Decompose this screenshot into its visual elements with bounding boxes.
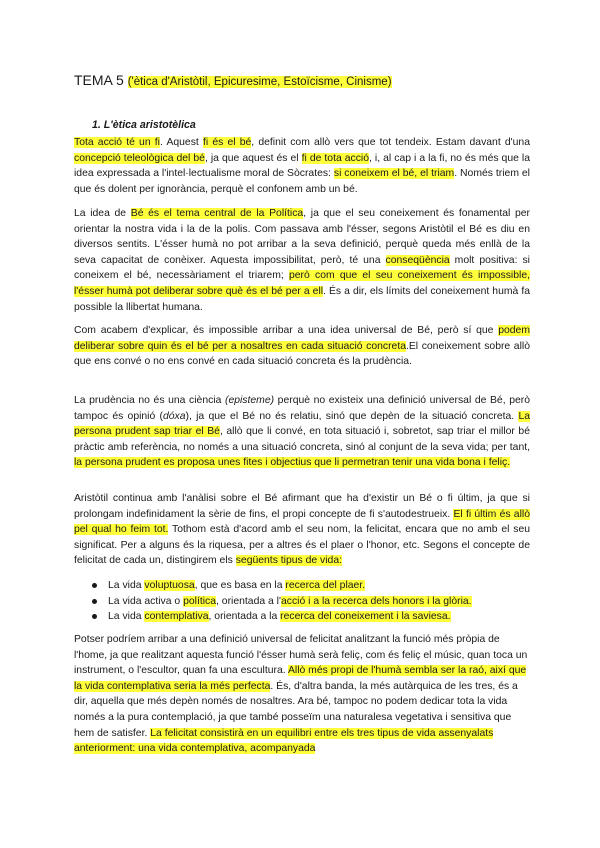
paragraph-2: [74, 206, 530, 315]
highlighted-text: si coneixem el bé, el triam: [333, 168, 455, 180]
highlighted-text: la persona prudent es proposa unes fites i objectius que li permetran tenir una vida bona i feliç.: [74, 457, 511, 469]
body-text: perquè no existeix una definició universal de Bé, però tampoc és opinió (: [74, 395, 530, 422]
body-text: , definit com allò vers que tot tendeix. Estam davant d'una: [251, 137, 530, 148]
highlighted-text: Tota acció té un fi: [74, 137, 160, 148]
highlighted-text: següents tipus de vida:: [235, 555, 343, 567]
list-item: [92, 609, 530, 625]
paragraph-1: [74, 135, 530, 197]
highlighted-text: La persona prudent sap triar el Bé: [74, 410, 530, 438]
body-text: . És a dir, els límits del coneixement humà fa possible la llibertat humana.: [74, 285, 530, 313]
highlighted-text: conseqüència: [385, 254, 450, 266]
highlighted-text: acció i a la recerca dels honors i la glòria.: [280, 595, 472, 607]
highlighted-text: recerca del coneixement i la saviesa.: [280, 611, 451, 623]
body-text: molt positiva: si coneixem el bé, necessàriament el triarem;: [74, 254, 530, 282]
body-text: , orientada a la: [208, 611, 281, 623]
body-text: Com acabem d'explicar, és impossible arribar a una idea universal de Bé, però sí que: [74, 325, 499, 336]
paragraph-4: [74, 393, 530, 471]
highlighted-text: però com que el seu coneixement és impossible, l'ésser humà pot deliberar sobre què és el bé per a ell: [74, 270, 530, 297]
body-text: ), ja que el Bé no és relatiu, sinó que depèn de la situació concreta.: [185, 410, 519, 422]
body-text: . És, d'altra banda, la més autàrquica de les tres, és a dir, aquella que més depèn només de nosaltres. Ara bé, tampoc no podem dedicar tota la vida només a la pura contemplació, ja que també posseïm una naturalesa vegetativa i sensitiva que hem de satisfer.: [74, 680, 518, 739]
paragraph-3: [74, 323, 530, 370]
highlighted-text: El fi últim és allò pel qual ho feim tot.: [74, 508, 530, 536]
list-item: [92, 578, 530, 594]
body-text: Tothom està d'acord amb el seu nom, la felicitat, encara que no amb el seu significat. Per a alguns és la riquesa, per a altres és el plaer o l'honor, etc. Segons el concepte de felicitat de cada un, distingirem els: [74, 524, 531, 567]
body-text: La idea de: [74, 208, 131, 219]
body-text: La prudència no és una ciència: [74, 395, 225, 406]
highlighted-text: Bé és el tema central de la Política: [130, 208, 304, 219]
body-text: .El coneixement sobre allò que ens convé o no ens convé en cada situació concreta és la prudència.: [74, 340, 530, 368]
title-main: TEMA 5: [74, 72, 124, 88]
highlighted-text: voluptuosa: [144, 580, 195, 591]
highlighted-text: política: [183, 595, 217, 607]
highlighted-text: Allò més propi de l'humà sembla ser la raó, així que la vida contemplativa seria la més perfecta: [74, 665, 527, 692]
body-text: La vida: [108, 611, 145, 623]
highlighted-text: podem deliberar sobre quin és el bé per a nosaltres en cada situació concreta: [74, 325, 530, 352]
body-text: La vida: [108, 580, 145, 591]
body-text: . Aquest: [159, 137, 203, 148]
section-heading: 1. L'ètica aristotèlica: [92, 119, 196, 131]
body-text: . Només triem el que és dolent per ignorància, perquè el confonem amb un bé.: [74, 168, 530, 195]
title-subtitle: ('ètica d'Aristòtil, Epicuresime, Estoïcisme, Cinisme): [127, 76, 392, 88]
page-title: [74, 72, 392, 88]
life-types-list: [74, 578, 530, 625]
body-text: , que es basa en la: [194, 580, 286, 591]
highlighted-text: contemplativa: [144, 611, 209, 623]
highlighted-text: fi de tota acció: [301, 152, 370, 164]
body-text: , allò que li convé, en tota situació i, sobretot, sap triar el millor bé pràctic amb referència, no només a una situació concreta, sinó al conjunt de la seva vida; per tant,: [74, 426, 530, 453]
highlighted-text: La felicitat consistirà en un equilibri entre els tres tipus de vida assenyalats anteriorment: una vida contemplativa, acompanyada: [74, 727, 494, 755]
body-text: , ja que el seu coneixement és fonamental per orientar la nostra vida i la de la polis. Com passava amb l'ésser, segons Aristòtil el Bé es diu en diversos sentits. L'ésser humà no pot arribar a la seva definició, perquè queda més enllà de la seva capacitat de conèixer. Aquesta impossibilitat, però, té una: [74, 208, 530, 266]
highlighted-text: recerca del plaer.: [285, 580, 366, 591]
highlighted-text: fi és el bé: [202, 137, 252, 148]
paragraph-5: [74, 491, 530, 569]
body-text: La vida activa o: [108, 595, 184, 607]
body-text: , i, al cap i a la fi, no és més que la idea expressada a l'intel·lectualisme moral de Sòcrates:: [74, 152, 530, 180]
body-text: , orientada a l': [216, 595, 281, 607]
body-text: Potser podríem arribar a una definició universal de felicitat analitzant la funció més pròpia de l'home, ja que realitzant aquesta funció l'ésser humà serà feliç, com és feliç el músic, quan toca un instrument, o l'escultor, quan fa una escultura.: [74, 634, 528, 677]
highlighted-text: concepció teleològica del bé: [74, 152, 205, 164]
italic-text: (episteme): [224, 395, 275, 406]
list-item: [92, 594, 530, 610]
body-text: , ja que aquest és el: [204, 152, 302, 164]
italic-text: dóxa: [162, 410, 186, 422]
paragraph-6: [74, 632, 530, 757]
body-text: Aristòtil continua amb l'anàlisi sobre el Bé afirmant que ha d'existir un Bé o fi últim, ja que si prolongam indefinidament la sèrie de fins, el propi concepte de fi s'autodestrueix.: [74, 493, 530, 520]
